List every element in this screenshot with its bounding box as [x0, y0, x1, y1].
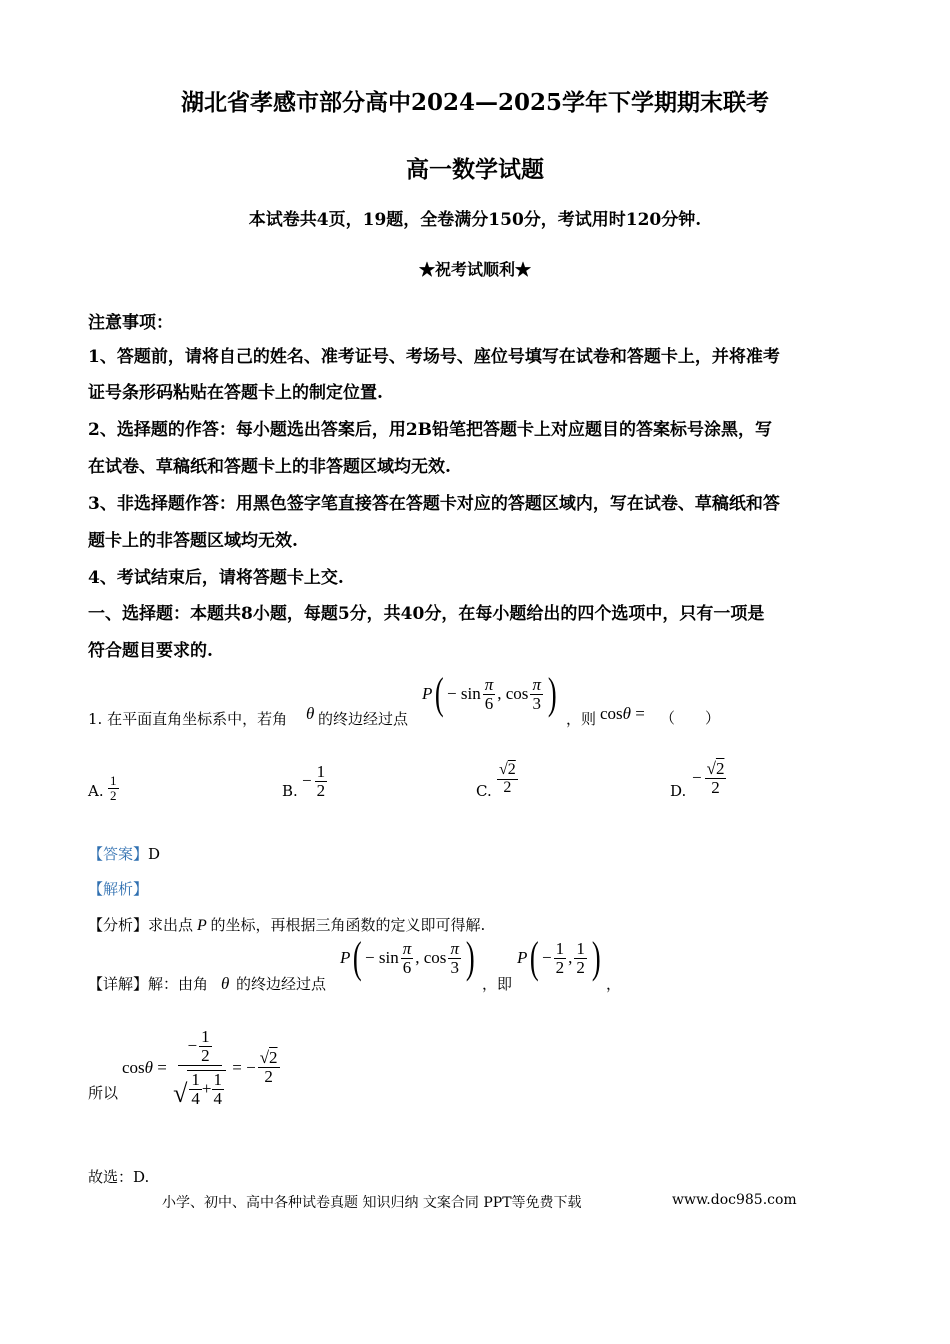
option-d-value: − $\frac{√2}{2}$: [692, 759, 725, 797]
note-line: 1、答题前，请将自己的姓名、准考证号、考场号、座位号填写在试卷和答题卡上，并将准考: [88, 347, 780, 367]
fenxi-line: [88, 914, 485, 935]
note-line: 4、考试结束后，请将答题卡上交.: [88, 568, 344, 588]
detail-text-b: 的终边经过点: [236, 975, 327, 993]
option-c-label: C.: [476, 782, 492, 800]
fenxi-text-b: 的坐标，再根据三角函数的定义即可得解.: [210, 916, 486, 934]
note-line: 题卡上的非答题区域均无效.: [88, 531, 298, 551]
conclusion: 故选：D.: [88, 1168, 150, 1186]
question-1-suffix: ，则: [566, 710, 597, 728]
detail-point-simplified: P ( − $\frac{1}{2}$ , $\frac{1}{2}$ ): [517, 933, 601, 982]
blessing: ★祝考试顺利★: [418, 260, 531, 279]
exam-title: 湖北省孝感市部分高中2024—2025学年下学期期末联考: [180, 89, 770, 116]
detail-text-a: 解：由角: [148, 975, 209, 993]
cos-theta-expression: cosθ =: [600, 704, 645, 723]
option-d-label: D.: [670, 782, 687, 800]
fenxi-tag: 【分析】: [88, 916, 149, 934]
option-c-value: $\frac{√2}{2}$: [499, 761, 516, 796]
exam-info: 本试卷共4页，19题，全卷满分150分，考试用时120分钟.: [248, 210, 702, 230]
suoyi-label: 所以: [88, 1084, 119, 1102]
section-heading: 一、选择题：本题共8小题，每题5分，共40分，在每小题给出的四个选项中，只有一项是: [88, 604, 765, 624]
option-b-value: − $\frac{1}{2}$: [302, 762, 326, 800]
theta-symbol: θ: [306, 704, 315, 723]
note-line: 证号条形码粘贴在答题卡上的制定位置.: [88, 383, 383, 403]
answer-tag: 【答案】: [88, 845, 149, 863]
option-b-label: B.: [282, 782, 298, 800]
point-p-symbol: P: [193, 917, 211, 934]
cos-theta-derivation: cosθ = − $\frac{1}{2}$ √ $\frac{1}{4}$ + $\frac{1}{4}$ = − $\frac{√2}{2}$: [122, 1027, 278, 1109]
fenxi-text-a: 求出点: [148, 916, 194, 934]
section-heading-cont: 符合题目要求的.: [88, 641, 213, 661]
theta-symbol: θ: [221, 974, 230, 993]
detail-text-c: ，即: [482, 975, 513, 993]
footer-text: 小学、初中、高中各种试卷真题 知识归纳 文案合同 PPT等免费下载: [162, 1195, 582, 1211]
question-1-mid: 的终边经过点: [318, 710, 409, 728]
point-p-formula: P ( − sin $\frac{\pi}{6}$ , cos $\frac{\pi}{3}$ ): [422, 669, 557, 718]
option-a-label: A.: [88, 782, 104, 800]
detail-line: [88, 973, 208, 994]
note-line: 2、选择题的作答：每小题选出答案后，用2B铅笔把答题卡上对应题目的答案标号涂黑，写: [88, 420, 773, 440]
footer-url[interactable]: www.doc985.com: [672, 1192, 797, 1208]
detail-point-formula: P ( − sin $\frac{\pi}{6}$ , cos $\frac{\pi}{3}$ ): [340, 933, 475, 982]
detail-tag: 【详解】: [88, 975, 149, 993]
note-line: 3、非选择题作答：用黑色签字笔直接答在答题卡对应的答题区域内，写在试卷、草稿纸和答: [88, 494, 780, 514]
notes-heading: 注意事项：: [88, 313, 173, 333]
answer-blank: （ ）: [660, 709, 721, 727]
answer-value: D: [148, 845, 161, 863]
note-line: 在试卷、草稿纸和答题卡上的非答题区域均无效.: [88, 457, 451, 477]
detail-text-d: ，: [606, 975, 622, 993]
answer-line: [88, 843, 160, 864]
exam-subtitle: 高一数学试题: [406, 156, 544, 183]
question-1-prefix: 1. 在平面直角坐标系中，若角: [88, 710, 288, 728]
option-a-value: $\frac{1}{2}$: [110, 773, 117, 803]
analysis-tag: 【解析】: [88, 880, 149, 898]
